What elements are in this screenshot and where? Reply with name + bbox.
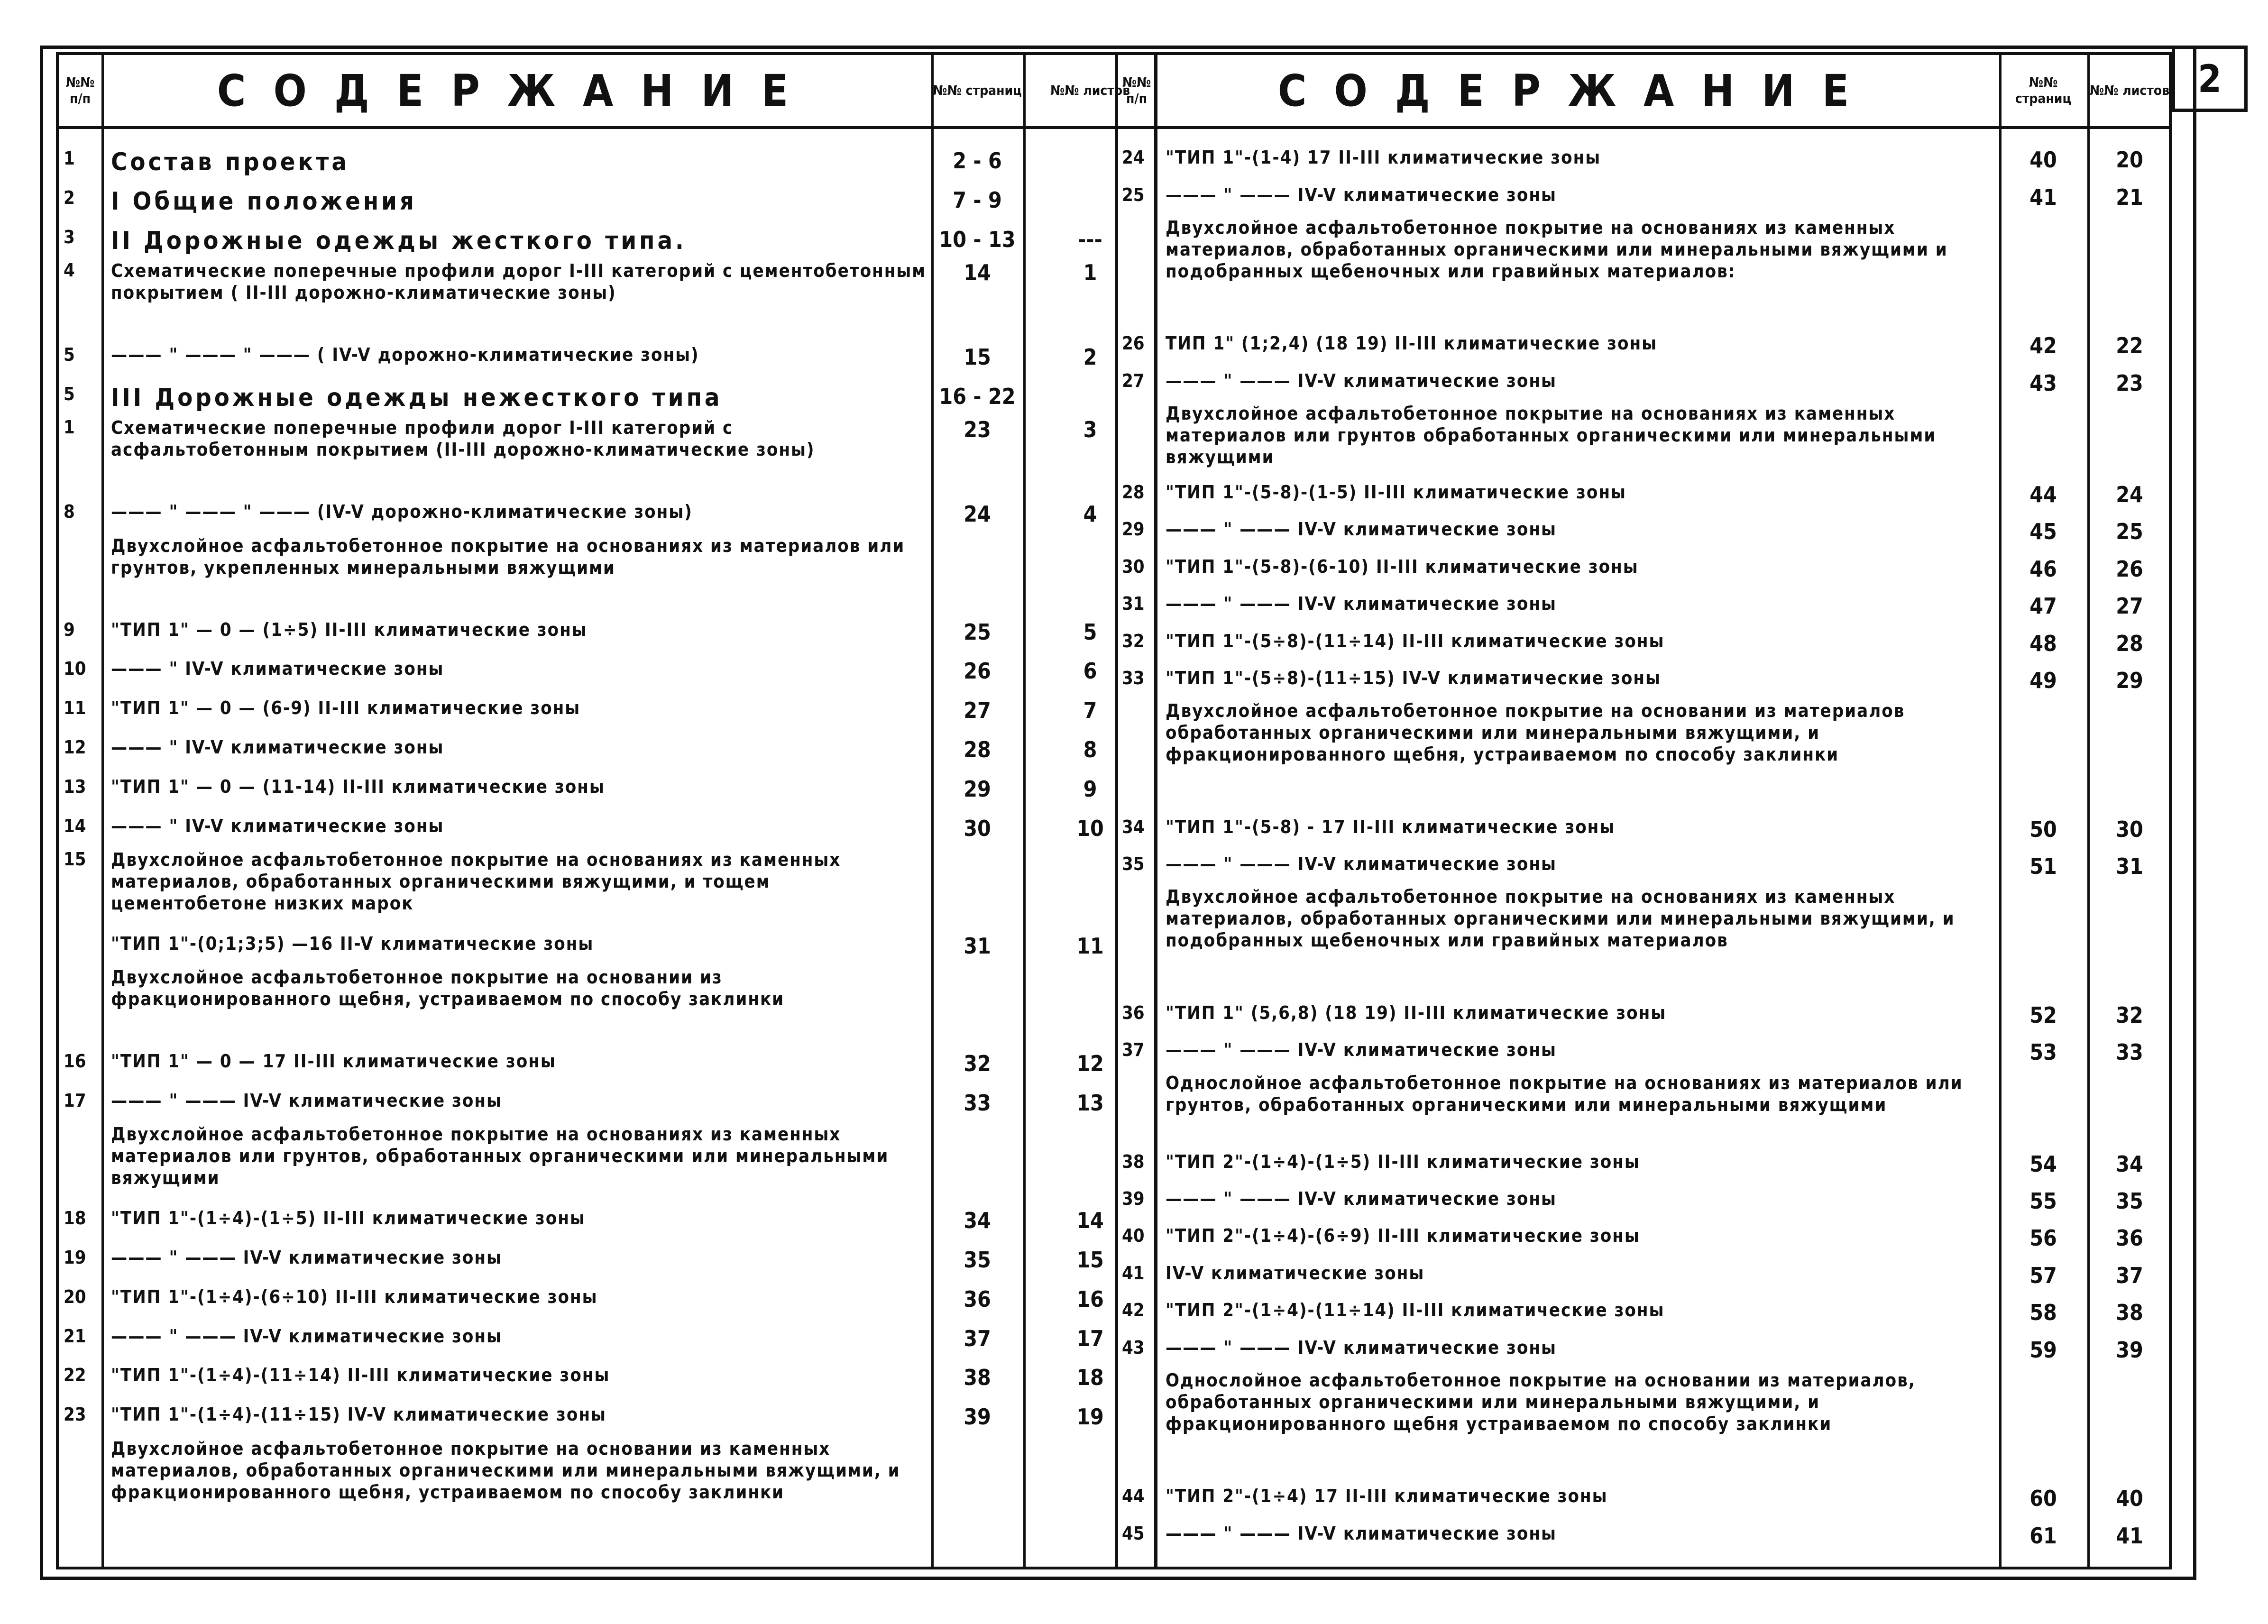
row-sheets: 31 — [2116, 853, 2143, 880]
row-title: ——— " IV-V климатические зоны — [111, 658, 444, 679]
contents-row — [1118, 1479, 2169, 1516]
row-sheets: 5 — [1083, 619, 1097, 645]
header-num: №№ п/п — [1122, 74, 1151, 106]
contents-row — [59, 1083, 1154, 1122]
page-number: 2 — [2172, 46, 2248, 112]
row-title: Двухслойное асфальтобетонное покрытие на основании из каменных материалов, обработанных органическими или минеральными вяжущими, и фракционированного щебня, устраиваемом по способу заклинки — [111, 1438, 900, 1503]
row-sheets: 33 — [2116, 1039, 2143, 1065]
row-title: "ТИП 1"-(1÷4)-(1÷5) II-III климатические зоны — [111, 1208, 586, 1229]
row-sheets: 18 — [1076, 1365, 1104, 1391]
contents-row — [59, 1200, 1154, 1239]
row-pages: 47 — [2029, 593, 2057, 619]
row-title: ——— " IV-V климатические зоны — [111, 815, 444, 836]
row-sheets: 12 — [1076, 1051, 1104, 1077]
contents-row — [1118, 1330, 2169, 1367]
row-sheets: 13 — [1076, 1090, 1104, 1116]
contents-row — [59, 376, 1154, 415]
right-contents-table — [1115, 52, 2172, 1569]
row-title: ——— " ——— IV-V климатические зоны — [111, 1090, 502, 1111]
row-title: "ТИП 1" — 0 — (6-9) II-III климатические зоны — [111, 697, 581, 719]
header-num: №№ п/п — [65, 74, 95, 106]
row-pages: 29 — [964, 776, 991, 802]
row-sheets: 7 — [1083, 697, 1097, 724]
contents-row — [59, 1436, 1154, 1553]
header-sheets: №№ листов — [2089, 83, 2170, 98]
row-pages: 43 — [2029, 370, 2057, 396]
row-number: 34 — [1122, 816, 1145, 837]
row-title: II Дорожные одежды жесткого типа. — [111, 226, 687, 255]
row-pages: 32 — [964, 1051, 991, 1077]
row-number: 41 — [1122, 1262, 1145, 1284]
row-sheets: 35 — [2116, 1188, 2143, 1214]
row-title: ——— " ——— IV-V климатические зоны — [111, 1325, 502, 1347]
row-title: Двухслойное асфальтобетонное покрытие на основаниях из каменных материалов или грунтов обработанных органическими или минеральными вяжущими — [1166, 403, 1937, 468]
contents-row — [59, 494, 1154, 533]
row-sheets: 39 — [2116, 1337, 2143, 1363]
row-title: "ТИП 1" — 0 — 17 II-III климатические зоны — [111, 1051, 556, 1072]
contents-row — [1118, 624, 2169, 661]
row-pages: 60 — [2029, 1486, 2057, 1512]
contents-row — [1118, 1182, 2169, 1219]
row-pages: 26 — [964, 658, 991, 684]
row-number: 10 — [64, 658, 86, 679]
contents-row — [1118, 475, 2169, 512]
row-title: ТИП 1" (1;2,4) (18 19) II-III климатические зоны — [1166, 333, 1657, 354]
row-title: Двухслойное асфальтобетонное покрытие на основаниях из каменных материалов или грунтов, обработанных органическими или минеральными вяжущими — [111, 1124, 889, 1189]
row-sheets: 29 — [2116, 668, 2143, 694]
row-sheets: 36 — [2116, 1225, 2143, 1251]
contents-row — [1118, 177, 2169, 214]
row-title: Двухслойное асфальтобетонное покрытие на основаниях из материалов или грунтов, укрепленных минеральными вяжущими — [111, 535, 905, 578]
contents-row — [1118, 1070, 2169, 1145]
header-pages: №№ страниц — [2015, 74, 2072, 106]
row-pages: 53 — [2029, 1039, 2057, 1065]
row-number: 13 — [64, 776, 86, 797]
row-pages: 31 — [964, 933, 991, 959]
contents-row — [1118, 810, 2169, 847]
row-title: III Дорожные одежды нежесткого типа — [111, 384, 723, 413]
row-number: 45 — [1122, 1523, 1145, 1544]
contents-row — [59, 847, 1154, 926]
row-pages: 55 — [2029, 1188, 2057, 1214]
row-sheets: 25 — [2116, 519, 2143, 545]
contents-row — [59, 768, 1154, 807]
row-title: Схематические поперечные профили дорог I-III категорий с цементобетонным покрытием ( II-III дорожно-климатические зоны) — [111, 260, 927, 303]
contents-row — [1118, 364, 2169, 401]
row-sheets: 9 — [1083, 776, 1097, 802]
header-sheets: №№ листов — [1050, 83, 1130, 98]
row-pages: 40 — [2029, 147, 2057, 173]
row-number: 24 — [1122, 147, 1145, 168]
row-number: 4 — [64, 260, 75, 281]
row-title: "ТИП 1"-(5-8) - 17 II-III климатические зоны — [1166, 816, 1616, 837]
header-pages: №№ страниц — [933, 83, 1022, 98]
row-number: 42 — [1122, 1300, 1145, 1321]
row-number: 18 — [64, 1208, 86, 1229]
row-title: I Общие положения — [111, 187, 417, 216]
contents-row — [1118, 884, 2169, 995]
row-number: 21 — [64, 1325, 86, 1347]
row-number: 19 — [64, 1247, 86, 1268]
row-sheets: 17 — [1076, 1325, 1104, 1351]
header-title: СОДЕРЖАНИЕ — [217, 65, 816, 116]
contents-row — [59, 651, 1154, 690]
row-number: 29 — [1122, 519, 1145, 540]
contents-row — [59, 180, 1154, 219]
contents-row — [59, 337, 1154, 376]
contents-row — [1118, 215, 2169, 326]
row-number: 25 — [1122, 184, 1145, 205]
contents-row — [1118, 996, 2169, 1033]
row-pages: 2 - 6 — [953, 148, 1002, 174]
row-pages: 28 — [964, 737, 991, 763]
header-title: СОДЕРЖАНИЕ — [1277, 65, 1877, 116]
row-title: "ТИП 1"-(5-8)-(1-5) II-III климатические зоны — [1166, 481, 1626, 503]
row-pages: 41 — [2029, 184, 2057, 210]
row-sheets: 22 — [2116, 333, 2143, 359]
row-number: 14 — [64, 815, 86, 836]
row-title: "ТИП 1"-(1÷4)-(11÷14) II-III климатические зоны — [111, 1365, 610, 1386]
row-pages: 34 — [964, 1208, 991, 1234]
contents-row — [1118, 550, 2169, 587]
row-sheets: 32 — [2116, 1002, 2143, 1028]
contents-row — [1118, 1256, 2169, 1293]
row-number: 39 — [1122, 1188, 1145, 1209]
row-sheets: 20 — [2116, 147, 2143, 173]
row-sheets: 27 — [2116, 593, 2143, 619]
row-sheets: 23 — [2116, 370, 2143, 396]
row-title: ——— " ——— " ——— ( IV-V дорожно-климатические зоны) — [111, 344, 699, 366]
contents-row — [59, 219, 1154, 258]
row-sheets: 16 — [1076, 1286, 1104, 1312]
left-contents-table — [56, 52, 1157, 1569]
row-title: Состав проекта — [111, 148, 349, 177]
row-pages: 10 - 13 — [939, 226, 1016, 252]
row-sheets: 14 — [1076, 1208, 1104, 1234]
contents-row — [1118, 326, 2169, 363]
row-title: Однослойное асфальтобетонное покрытие на основании из материалов, обработанных органическими или минеральными вяжущими, и фракционированного щебня устраиваемом по способу заклинки — [1166, 1369, 1916, 1434]
row-title: ——— " ——— IV-V климатические зоны — [1166, 853, 1557, 875]
row-pages: 45 — [2029, 519, 2057, 545]
row-pages: 25 — [964, 619, 991, 645]
row-title: "ТИП 1"-(0;1;3;5) —16 II-V климатические зоны — [111, 933, 594, 954]
contents-row — [1118, 1144, 2169, 1181]
contents-row — [1118, 140, 2169, 177]
row-pages: 44 — [2029, 481, 2057, 507]
row-title: "ТИП 1" — 0 — (1÷5) II-III климатические зоны — [111, 619, 588, 640]
row-pages: 51 — [2029, 853, 2057, 880]
contents-row — [59, 1239, 1154, 1279]
row-pages: 49 — [2029, 668, 2057, 694]
contents-row — [59, 140, 1154, 180]
row-sheets: 4 — [1083, 501, 1097, 527]
row-number: 9 — [64, 619, 75, 640]
row-title: ——— " ——— IV-V климатические зоны — [1166, 184, 1557, 205]
contents-row — [1118, 661, 2169, 698]
row-number: 36 — [1122, 1002, 1145, 1023]
contents-row — [59, 1357, 1154, 1396]
row-sheets: --- — [1078, 226, 1102, 252]
contents-row — [1118, 512, 2169, 549]
row-pages: 58 — [2029, 1300, 2057, 1326]
row-number: 17 — [64, 1090, 86, 1111]
contents-row — [1118, 847, 2169, 884]
row-pages: 16 - 22 — [939, 384, 1016, 410]
row-title: "ТИП 2"-(1÷4) 17 II-III климатические зоны — [1166, 1486, 1608, 1507]
row-number: 31 — [1122, 593, 1145, 615]
contents-row — [59, 258, 1154, 337]
contents-row — [59, 807, 1154, 847]
row-pages: 30 — [964, 815, 991, 841]
row-title: ——— " ——— IV-V климатические зоны — [1166, 519, 1557, 540]
row-sheets: 38 — [2116, 1300, 2143, 1326]
row-number: 8 — [64, 501, 75, 523]
row-number: 1 — [64, 417, 75, 438]
row-pages: 23 — [964, 417, 991, 443]
row-number: 2 — [64, 187, 75, 209]
row-pages: 57 — [2029, 1262, 2057, 1288]
contents-row — [1118, 1219, 2169, 1256]
row-title: Двухслойное асфальтобетонное покрытие на основании из материалов обработанных органическими или минеральными вяжущими, и фракционированного щебня, устраиваемом по способу заклинки — [1166, 700, 1905, 765]
row-title: "ТИП 1"-(1÷4)-(6÷10) II-III климатические зоны — [111, 1286, 598, 1307]
row-title: "ТИП 1"-(5÷8)-(11÷14) II-III климатические зоны — [1166, 630, 1665, 651]
row-number: 35 — [1122, 853, 1145, 875]
row-pages: 36 — [964, 1286, 991, 1312]
row-sheets: 37 — [2116, 1262, 2143, 1288]
row-number: 5 — [64, 384, 75, 405]
row-pages: 50 — [2029, 816, 2057, 842]
row-pages: 15 — [964, 344, 991, 370]
row-sheets: 3 — [1083, 417, 1097, 443]
row-number: 11 — [64, 697, 86, 719]
contents-row — [59, 729, 1154, 769]
row-pages: 39 — [964, 1404, 991, 1430]
row-pages: 56 — [2029, 1225, 2057, 1251]
row-pages: 48 — [2029, 630, 2057, 656]
contents-row — [1118, 1033, 2169, 1070]
row-title: IV-V климатические зоны — [1166, 1262, 1425, 1284]
contents-row — [1118, 401, 2169, 475]
row-number: 43 — [1122, 1337, 1145, 1358]
row-sheets: 8 — [1083, 737, 1097, 763]
row-title: ——— " ——— IV-V климатические зоны — [1166, 370, 1557, 391]
row-title: "ТИП 2"-(1÷4)-(1÷5) II-III климатические зоны — [1166, 1151, 1640, 1172]
contents-row — [59, 1279, 1154, 1318]
row-title: "ТИП 1"-(1-4) 17 II-III климатические зоны — [1166, 147, 1601, 168]
row-number: 23 — [64, 1404, 86, 1425]
row-title: ——— " ——— IV-V климатические зоны — [1166, 1337, 1557, 1358]
row-pages: 42 — [2029, 333, 2057, 359]
row-pages: 33 — [964, 1090, 991, 1116]
contents-row — [59, 926, 1154, 965]
row-title: Двухслойное асфальтобетонное покрытие на основаниях из каменных материалов, обработанных органическими вяжущими, и тощем цементобетоне низких марок — [111, 849, 841, 914]
row-pages: 61 — [2029, 1523, 2057, 1549]
row-sheets: 2 — [1083, 344, 1097, 370]
row-pages: 52 — [2029, 1002, 2057, 1028]
row-title: "ТИП 1" — 0 — (11-14) II-III климатические зоны — [111, 776, 605, 797]
row-title: "ТИП 1"-(5-8)-(6-10) II-III климатические зоны — [1166, 556, 1639, 577]
row-number: 44 — [1122, 1486, 1145, 1507]
row-pages: 59 — [2029, 1337, 2057, 1363]
row-number: 28 — [1122, 481, 1145, 503]
row-title: "ТИП 1" (5,6,8) (18 19) II-III климатические зоны — [1166, 1002, 1667, 1023]
contents-row — [59, 1396, 1154, 1436]
row-pages: 35 — [964, 1247, 991, 1273]
row-sheets: 1 — [1083, 260, 1097, 286]
row-number: 37 — [1122, 1039, 1145, 1061]
row-title: "ТИП 2"-(1÷4)-(11÷14) II-III климатические зоны — [1166, 1300, 1665, 1321]
row-title: ——— " ——— IV-V климатические зоны — [111, 1247, 502, 1268]
row-title: ——— " IV-V климатические зоны — [111, 737, 444, 758]
row-number: 15 — [64, 849, 86, 870]
row-sheets: 26 — [2116, 556, 2143, 582]
row-sheets: 21 — [2116, 184, 2143, 210]
row-title: ——— " ——— IV-V климатические зоны — [1166, 593, 1557, 615]
row-pages: 46 — [2029, 556, 2057, 582]
row-title: Однослойное асфальтобетонное покрытие на основаниях из материалов или грунтов, обработанных органическими или минеральными вяжущими — [1166, 1072, 1963, 1115]
row-sheets: 34 — [2116, 1151, 2143, 1177]
row-number: 38 — [1122, 1151, 1145, 1172]
contents-row — [59, 690, 1154, 729]
row-title: "ТИП 1"-(5÷8)-(11÷15) IV-V климатические зоны — [1166, 668, 1661, 689]
row-title: Схематические поперечные профили дорог I-III категорий с асфальтобетонным покрытием (II-III дорожно-климатические зоны) — [111, 417, 815, 460]
contents-row — [59, 1121, 1154, 1200]
row-title: "ТИП 1"-(1÷4)-(11÷15) IV-V климатические зоны — [111, 1404, 606, 1425]
row-title: ——— " ——— IV-V климатические зоны — [1166, 1039, 1557, 1061]
row-number: 3 — [64, 226, 75, 248]
row-title: ——— " ——— IV-V климатические зоны — [1166, 1188, 1557, 1209]
contents-row — [1118, 698, 2169, 809]
row-pages: 7 - 9 — [953, 187, 1002, 213]
row-title: Двухслойное асфальтобетонное покрытие на основаниях из каменных материалов, обработанных органическими или минеральными вяжущими, и подобранных щебеночных или гравийных материалов — [1166, 886, 1955, 951]
row-sheets: 19 — [1076, 1404, 1104, 1430]
contents-row — [1118, 1516, 2169, 1553]
row-title: Двухслойное асфальтобетонное покрытие на основаниях из каменных материалов, обработанных органическими или минеральными вяжущими и подобранных щебеночных или гравийных материалов: — [1166, 217, 1948, 282]
row-number: 40 — [1122, 1225, 1145, 1247]
row-sheets: 24 — [2116, 481, 2143, 507]
row-sheets: 10 — [1076, 815, 1104, 841]
row-title: ——— " ——— " ——— (IV-V дорожно-климатические зоны) — [111, 501, 693, 523]
row-number: 5 — [64, 344, 75, 366]
contents-row — [59, 533, 1154, 615]
row-number: 32 — [1122, 630, 1145, 651]
row-number: 26 — [1122, 333, 1145, 354]
row-number: 22 — [64, 1365, 86, 1386]
row-title: Двухслойное асфальтобетонное покрытие на основании из фракционированного щебня, устраиваемом по способу заклинки — [111, 967, 785, 1010]
contents-row — [59, 1318, 1154, 1357]
contents-row — [59, 611, 1154, 651]
contents-row — [1118, 1367, 2169, 1479]
contents-row — [59, 1043, 1154, 1083]
row-number: 12 — [64, 737, 86, 758]
row-number: 20 — [64, 1286, 86, 1307]
row-sheets: 40 — [2116, 1486, 2143, 1512]
row-number: 33 — [1122, 668, 1145, 689]
row-pages: 14 — [964, 260, 991, 286]
row-sheets: 41 — [2116, 1523, 2143, 1549]
row-number: 27 — [1122, 370, 1145, 391]
contents-row — [1118, 1293, 2169, 1330]
contents-row — [59, 964, 1154, 1043]
row-pages: 37 — [964, 1325, 991, 1351]
row-pages: 24 — [964, 501, 991, 527]
row-sheets: 11 — [1076, 933, 1104, 959]
row-pages: 27 — [964, 697, 991, 724]
row-number: 16 — [64, 1051, 86, 1072]
row-number: 30 — [1122, 556, 1145, 577]
contents-row — [1118, 587, 2169, 624]
row-pages: 38 — [964, 1365, 991, 1391]
row-sheets: 30 — [2116, 816, 2143, 842]
row-number: 1 — [64, 148, 75, 169]
row-sheets: 15 — [1076, 1247, 1104, 1273]
row-sheets: 6 — [1083, 658, 1097, 684]
row-title: ——— " ——— IV-V климатические зоны — [1166, 1523, 1557, 1544]
row-sheets: 28 — [2116, 630, 2143, 656]
row-pages: 54 — [2029, 1151, 2057, 1177]
row-title: "ТИП 2"-(1÷4)-(6÷9) II-III климатические зоны — [1166, 1225, 1640, 1247]
contents-row — [59, 415, 1154, 494]
